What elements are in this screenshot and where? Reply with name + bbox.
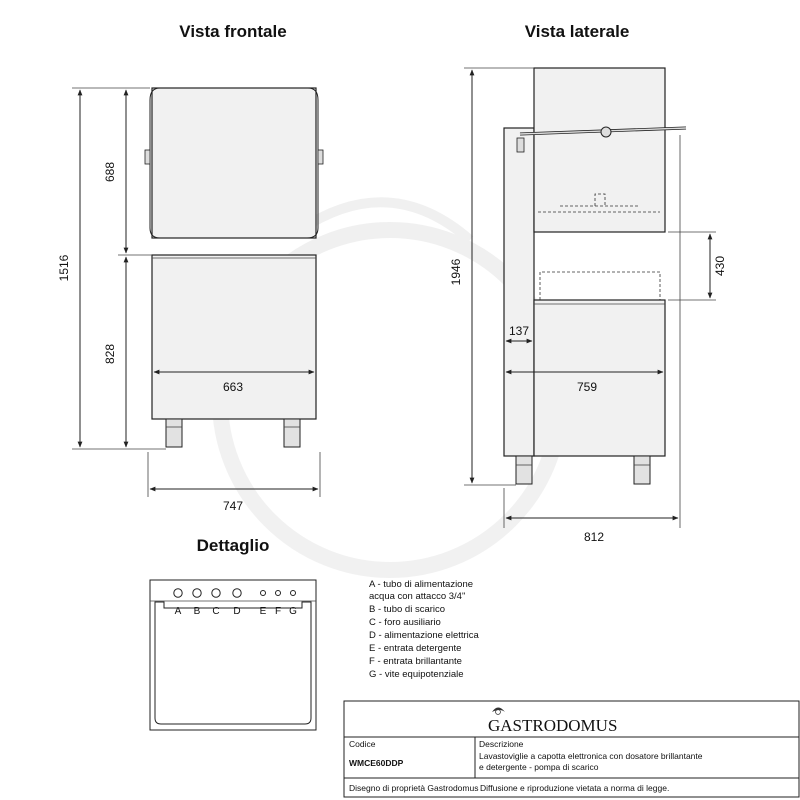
- connection-legend: [369, 579, 480, 680]
- side-foot-right: [634, 456, 650, 484]
- front-view-title: Vista frontale: [179, 22, 287, 41]
- code-label: Codice: [349, 739, 376, 749]
- connection-f-label: F: [274, 606, 282, 617]
- connection-c-hole: [212, 589, 220, 597]
- connection-a-hole: [174, 589, 182, 597]
- legend-line: G - vite equipotenziale: [369, 669, 464, 680]
- dim-front-total-height: 1516: [57, 254, 71, 282]
- connection-c-label: C: [212, 606, 220, 617]
- description-line-2: e detergente - pompa di scarico: [479, 762, 599, 772]
- description-line-1: Lavastoviglie a capotta elettronica con dosatore brillantante: [479, 751, 703, 761]
- legend-line: F - entrata brillantante: [369, 656, 462, 667]
- legend-line: acqua con attacco 3/4": [369, 591, 466, 602]
- code-value: WMCE60DDP: [349, 758, 404, 768]
- dim-front-total-width: 747: [222, 499, 244, 513]
- dim-side-total-depth: 812: [583, 530, 605, 544]
- side-base: [534, 300, 665, 456]
- detail-title: Dettaglio: [196, 536, 270, 555]
- description-label: Descrizione: [479, 739, 524, 749]
- connection-b-hole: [193, 589, 201, 597]
- connection-e-label: E: [259, 606, 267, 617]
- brand-name: GASTRODOMUS: [488, 716, 618, 735]
- dim-side-inner-depth: 759: [576, 380, 598, 394]
- connection-b-label: B: [193, 606, 201, 617]
- detail-view: [150, 580, 316, 730]
- connection-f-hole: [276, 591, 281, 596]
- front-base: [152, 255, 316, 419]
- legend-line: C - foro ausiliario: [369, 617, 441, 628]
- connection-a-label: A: [174, 606, 182, 617]
- legend-line: B - tubo di scarico: [369, 604, 446, 615]
- side-foot-left: [516, 456, 532, 484]
- legend-line: D - alimentazione elettrica: [369, 630, 479, 641]
- gastrodomus-logo: [492, 708, 505, 715]
- dim-front-hood-height: 688: [103, 161, 117, 183]
- front-hinge-left: [145, 150, 150, 164]
- side-view: [504, 68, 686, 484]
- front-foot-right: [284, 419, 300, 447]
- side-hood: [534, 68, 665, 232]
- front-hood: [152, 88, 316, 238]
- legend-line: E - entrata detergente: [369, 643, 462, 654]
- side-handle-pivot: [601, 127, 611, 137]
- connection-e-hole: [261, 591, 266, 596]
- connection-d-hole: [233, 589, 241, 597]
- front-hinge-right: [318, 150, 323, 164]
- dim-front-inner-width: 663: [222, 380, 244, 394]
- legend-line: A - tubo di alimentazione: [369, 579, 474, 590]
- dim-front-base-height: 828: [103, 343, 117, 365]
- footer-left: Disegno di proprietà Gastrodomus: [349, 783, 479, 793]
- connection-d-label: D: [233, 606, 241, 617]
- side-view-title: Vista laterale: [524, 22, 630, 41]
- dim-side-offset: 137: [508, 324, 530, 338]
- footer-right: Diffusione e riproduzione vietata a norma di legge.: [480, 783, 670, 793]
- connection-g-hole: [291, 591, 296, 596]
- connection-g-label: G: [289, 606, 297, 617]
- title-block: [344, 701, 799, 797]
- front-foot-left: [166, 419, 182, 447]
- side-column: [504, 128, 534, 456]
- dim-side-total-height: 1946: [449, 258, 463, 286]
- dim-side-hood-opening: 430: [713, 255, 727, 277]
